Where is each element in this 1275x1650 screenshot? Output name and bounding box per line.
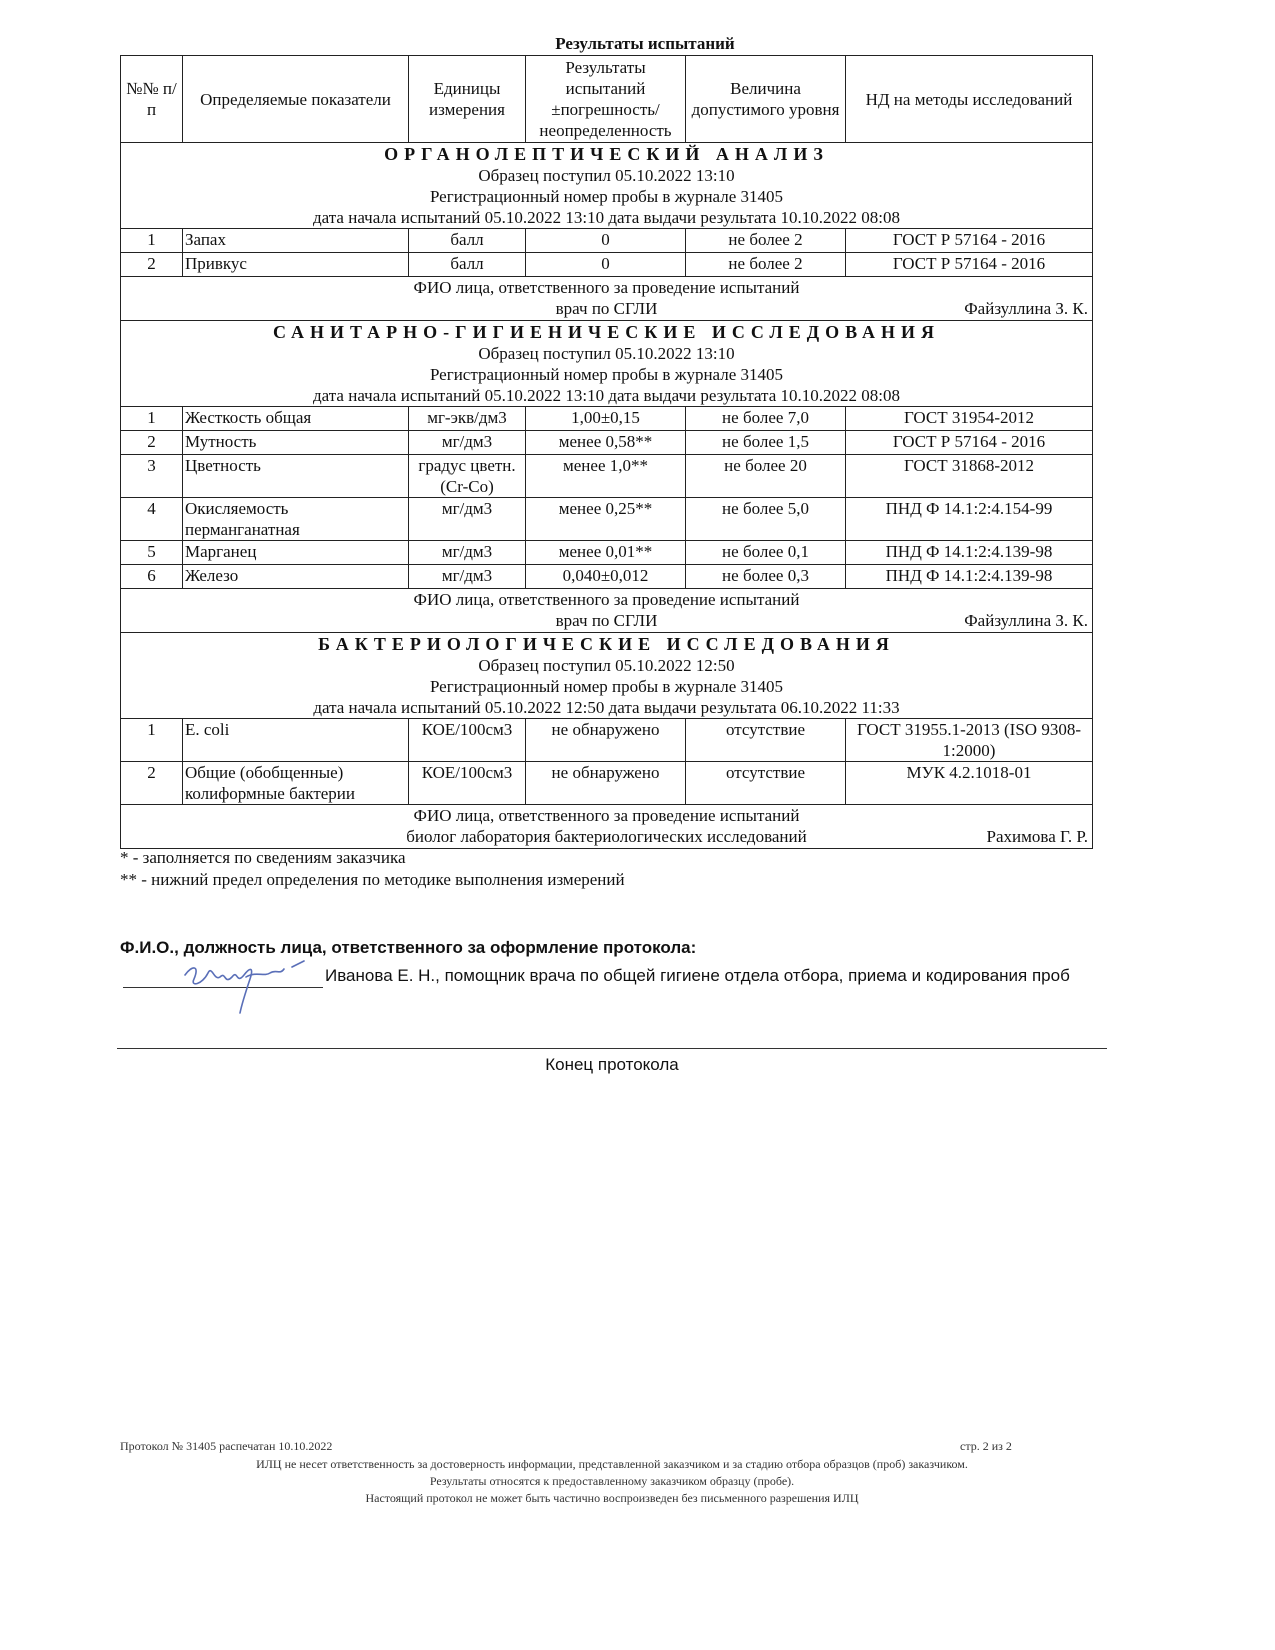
cell-num: 2: [121, 431, 183, 455]
footnote-detection-limit: ** - нижний предел определения по методике выполнения измерений: [120, 870, 625, 889]
cell-num: 1: [121, 229, 183, 253]
table-row: [121, 253, 1093, 277]
cell-method: ГОСТ Р 57164 - 2016: [846, 431, 1093, 455]
footer-printed: Протокол № 31405 распечатан 10.10.2022: [120, 1439, 333, 1453]
sample-received: Образец поступил 05.10.2022 13:10: [478, 166, 735, 185]
cell-method: МУК 4.2.1018-01: [846, 762, 1093, 805]
table-row: [121, 431, 1093, 455]
sample-received: Образец поступил 05.10.2022 12:50: [478, 656, 735, 675]
registration-number: Регистрационный номер пробы в журнале 31405: [429, 187, 784, 206]
end-divider: [117, 1048, 1107, 1049]
registration-number: Регистрационный номер пробы в журнале 31405: [429, 677, 784, 696]
footer-disclaimer-1: ИЛЦ не несет ответственность за достоверность информации, представленной заказчиком и за стадию отбора образцов (проб) заказчиком.: [256, 1457, 968, 1471]
section-header-row: [121, 143, 1093, 229]
cell-indicator: Мутность: [183, 431, 409, 455]
cell-limit: не более 0,1: [686, 541, 846, 565]
cell-result: менее 0,25**: [526, 498, 686, 541]
table-row: [121, 762, 1093, 805]
cell-indicator: Окисляемость перманганатная: [183, 498, 409, 541]
cell-result: менее 0,58**: [526, 431, 686, 455]
responsible-title: ФИО лица, ответственного за проведение испытаний: [413, 806, 800, 825]
table-body: [121, 143, 1093, 849]
cell-limit: не более 2: [686, 229, 846, 253]
cell-limit: не более 1,5: [686, 431, 846, 455]
cell-result: не обнаружено: [526, 719, 686, 762]
cell-num: 5: [121, 541, 183, 565]
footer-page-number: стр. 2 из 2: [960, 1439, 1012, 1453]
cell-num: 1: [121, 719, 183, 762]
table-row: [121, 565, 1093, 589]
signature-image: [180, 955, 320, 1015]
cell-num: 2: [121, 762, 183, 805]
cell-num: 3: [121, 455, 183, 498]
cell-indicator: E. coli: [183, 719, 409, 762]
footer-disclaimer-2: Результаты относятся к предоставленному заказчиком образцу (пробе).: [429, 1474, 795, 1488]
responsible-line: [123, 826, 1090, 848]
footer-disclaimer-3: Настоящий протокол не может быть частично воспроизведен без письменного разрешения ИЛЦ: [365, 1491, 859, 1505]
header-num: №№ п/п: [121, 56, 183, 143]
table-row: [121, 541, 1093, 565]
responsible-title: ФИО лица, ответственного за проведение испытаний: [413, 278, 800, 297]
table-row: [121, 407, 1093, 431]
table-row: [121, 455, 1093, 498]
cell-result: менее 1,0**: [526, 455, 686, 498]
header-limit: Величина допустимого уровня: [686, 56, 846, 143]
table-row: [121, 229, 1093, 253]
responsible-row: [121, 277, 1093, 321]
footnote-customer: * - заполняется по сведениям заказчика: [120, 848, 406, 867]
cell-indicator: Привкус: [183, 253, 409, 277]
cell-unit: мг-экв/дм3: [409, 407, 526, 431]
cell-unit: мг/дм3: [409, 431, 526, 455]
header-indicator: Определяемые показатели: [183, 56, 409, 143]
cell-indicator: Цветность: [183, 455, 409, 498]
cell-limit: отсутствие: [686, 762, 846, 805]
test-dates: дата начала испытаний 05.10.2022 13:10 дата выдачи результата 10.10.2022 08:08: [313, 386, 900, 405]
cell-result: 1,00±0,15: [526, 407, 686, 431]
cell-limit: не более 7,0: [686, 407, 846, 431]
responsible-row: [121, 805, 1093, 849]
cell-result: менее 0,01**: [526, 541, 686, 565]
cell-unit: КОЕ/100см3: [409, 719, 526, 762]
responsible-position: биолог лаборатория бактериологических исследований: [406, 827, 807, 846]
cell-method: ПНД Ф 14.1:2:4.139-98: [846, 541, 1093, 565]
cell-method: ГОСТ 31955.1-2013 (ISO 9308-1:2000): [846, 719, 1093, 762]
cell-indicator: Запах: [183, 229, 409, 253]
section-header: [121, 633, 1093, 719]
section-header-row: [121, 321, 1093, 407]
cell-limit: не более 20: [686, 455, 846, 498]
cell-limit: не более 5,0: [686, 498, 846, 541]
header-unit: Единицы измерения: [409, 56, 526, 143]
registration-number: Регистрационный номер пробы в журнале 31405: [429, 365, 784, 384]
cell-limit: не более 0,3: [686, 565, 846, 589]
cell-indicator: Железо: [183, 565, 409, 589]
cell-result: 0: [526, 253, 686, 277]
responsible-cell: [121, 589, 1093, 633]
page-title: Результаты испытаний: [555, 34, 735, 53]
responsible-position: врач по СГЛИ: [555, 611, 658, 630]
responsible-name: Файзуллина З. К.: [964, 299, 1088, 318]
sample-received: Образец поступил 05.10.2022 13:10: [478, 344, 735, 363]
responsible-line: [123, 298, 1090, 320]
responsible-cell: [121, 805, 1093, 849]
responsible-position: врач по СГЛИ: [555, 299, 658, 318]
responsible-line: [123, 610, 1090, 632]
cell-num: 4: [121, 498, 183, 541]
cell-method: ГОСТ 31868-2012: [846, 455, 1093, 498]
section-title: ОРГАНОЛЕПТИЧЕСКИЙ АНАЛИЗ: [384, 144, 829, 164]
cell-unit: балл: [409, 253, 526, 277]
section-title: САНИТАРНО-ГИГИЕНИЧЕСКИЕ ИССЛЕДОВАНИЯ: [272, 322, 941, 342]
cell-num: 1: [121, 407, 183, 431]
header-method: НД на методы исследований: [846, 56, 1093, 143]
cell-indicator: Марганец: [183, 541, 409, 565]
table-header-row: [121, 56, 1093, 143]
cell-method: ПНД Ф 14.1:2:4.139-98: [846, 565, 1093, 589]
cell-result: 0: [526, 229, 686, 253]
cell-method: ГОСТ 31954-2012: [846, 407, 1093, 431]
table-row: [121, 498, 1093, 541]
cell-indicator: Жесткость общая: [183, 407, 409, 431]
cell-method: ГОСТ Р 57164 - 2016: [846, 253, 1093, 277]
cell-unit: мг/дм3: [409, 541, 526, 565]
cell-result: 0,040±0,012: [526, 565, 686, 589]
section-header: [121, 143, 1093, 229]
end-of-protocol: Конец протокола: [545, 1055, 679, 1074]
cell-num: 6: [121, 565, 183, 589]
protocol-responsible-name: Иванова Е. Н., помощник врача по общей гигиене отдела отбора, приема и кодирования проб: [325, 966, 1070, 985]
cell-unit: мг/дм3: [409, 565, 526, 589]
cell-unit: балл: [409, 229, 526, 253]
cell-method: ПНД Ф 14.1:2:4.154-99: [846, 498, 1093, 541]
test-dates: дата начала испытаний 05.10.2022 13:10 дата выдачи результата 10.10.2022 08:08: [313, 208, 900, 227]
responsible-title: ФИО лица, ответственного за проведение испытаний: [413, 590, 800, 609]
section-header: [121, 321, 1093, 407]
results-table: [120, 55, 1093, 849]
section-title: БАКТЕРИОЛОГИЧЕСКИЕ ИССЛЕДОВАНИЯ: [318, 634, 895, 654]
header-result: Результаты испытаний ±погрешность/ неопределенность: [526, 56, 686, 143]
responsible-name: Рахимова Г. Р.: [986, 827, 1088, 846]
responsible-row: [121, 589, 1093, 633]
cell-unit: КОЕ/100см3: [409, 762, 526, 805]
cell-limit: не более 2: [686, 253, 846, 277]
cell-unit: градус цветн.(Cr-Co): [409, 455, 526, 498]
cell-limit: отсутствие: [686, 719, 846, 762]
cell-method: ГОСТ Р 57164 - 2016: [846, 229, 1093, 253]
protocol-responsible-heading: Ф.И.О., должность лица, ответственного за оформление протокола:: [120, 938, 697, 957]
test-dates: дата начала испытаний 05.10.2022 12:50 дата выдачи результата 06.10.2022 11:33: [313, 698, 900, 717]
responsible-name: Файзуллина З. К.: [964, 611, 1088, 630]
table-row: [121, 719, 1093, 762]
responsible-cell: [121, 277, 1093, 321]
section-header-row: [121, 633, 1093, 719]
cell-result: не обнаружено: [526, 762, 686, 805]
cell-unit: мг/дм3: [409, 498, 526, 541]
cell-num: 2: [121, 253, 183, 277]
cell-indicator: Общие (обобщенные) колиформные бактерии: [183, 762, 409, 805]
